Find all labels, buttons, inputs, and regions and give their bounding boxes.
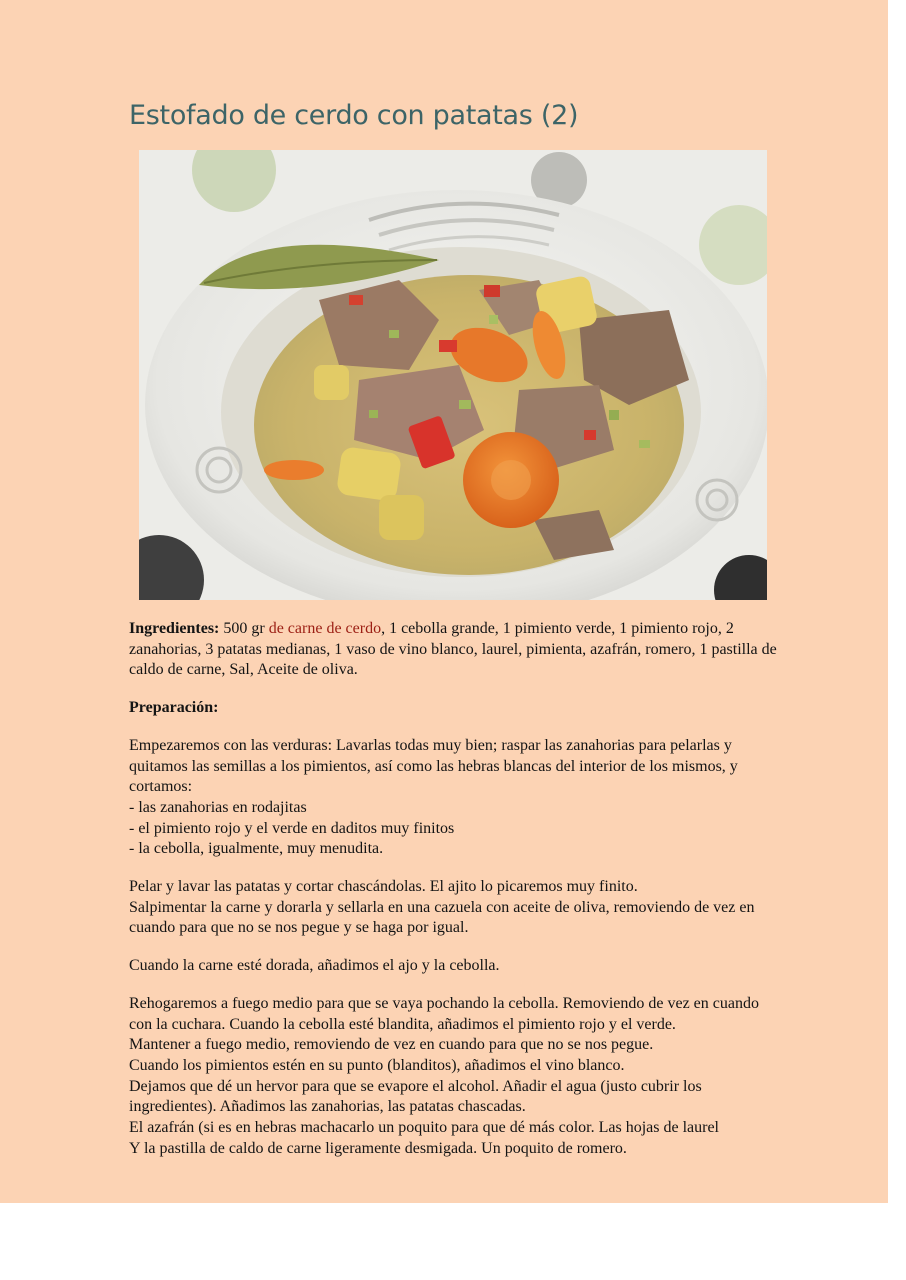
ingredients-paragraph: [129, 619, 777, 681]
text-line: Empezaremos con las verduras: Lavarlas todas muy bien; raspar las zanahorias para pelarlas y quitamos las semillas a los pimientos, así como las hebras blancas del interior de los mismos, y cortamos:: [129, 736, 738, 796]
page-content: [129, 98, 777, 1176]
recipe-photo: [139, 150, 767, 600]
text-line: Y la pastilla de caldo de carne ligeramente desmigada. Un poquito de romero.: [129, 1139, 627, 1157]
text-line: Cuando los pimientos estén en su punto (blanditos), añadimos el vino blanco.: [129, 1056, 625, 1074]
ingredients-text-start: 500 gr: [219, 620, 269, 637]
text-line: Mantener a fuego medio, removiendo de vez en cuando para que no se nos pegue.: [129, 1036, 654, 1054]
text-line: - el pimiento rojo y el verde en daditos muy finitos: [129, 819, 455, 837]
text-line: Cuando la carne esté dorada, añadimos el ajo y la cebolla.: [129, 957, 500, 975]
recipe-title: Estofado de cerdo con patatas (2): [129, 100, 579, 131]
preparation-paragraph-2: [129, 877, 777, 939]
preparation-paragraph-1: [129, 736, 777, 860]
preparation-paragraph-4: [129, 994, 777, 1160]
preparation-paragraph-3: [129, 956, 777, 977]
text-line: Rehogaremos a fuego medio para que se vaya pochando la cebolla. Removiendo de vez en cuando con la cuchara. Cuando la cebolla esté blandita, añadimos el pimiento rojo y el verde.: [129, 994, 759, 1033]
text-line: Pelar y lavar las patatas y cortar chascándolas. El ajito lo picaremos muy finito.: [129, 878, 638, 896]
text-line: Salpimentar la carne y dorarla y sellarla en una cazuela con aceite de oliva, removiendo de vez en cuando para que no se nos pegue y se haga por igual.: [129, 898, 755, 937]
text-line: Dejamos que dé un hervor para que se evapore el alcohol. Añadir el agua (justo cubrir los ingredientes). Añadimos las zanahorias, las patatas chascadas.: [129, 1077, 702, 1116]
text-line: - las zanahorias en rodajitas: [129, 798, 307, 816]
ingredients-label: Ingredientes:: [129, 620, 220, 637]
preparation-label: Preparación:: [129, 699, 219, 717]
meat-link[interactable]: de carne de cerdo: [268, 620, 382, 637]
text-line: El azafrán (si es en hebras machacarlo un poquito para que dé más color. Las hojas de laurel: [129, 1119, 719, 1137]
recipe-text: [129, 619, 777, 1159]
text-line: - la cebolla, igualmente, muy menudita.: [129, 840, 384, 858]
ingredients-text-rest: , 1 cebolla grande, 1 pimiento verde, 1 pimiento rojo, 2 zanahorias, 3 patatas medianas, 1 vaso de vino blanco, laurel, pimienta, azafrán, romero, 1 pastilla de caldo de carne, Sal, Aceite de oliva.: [129, 620, 777, 679]
